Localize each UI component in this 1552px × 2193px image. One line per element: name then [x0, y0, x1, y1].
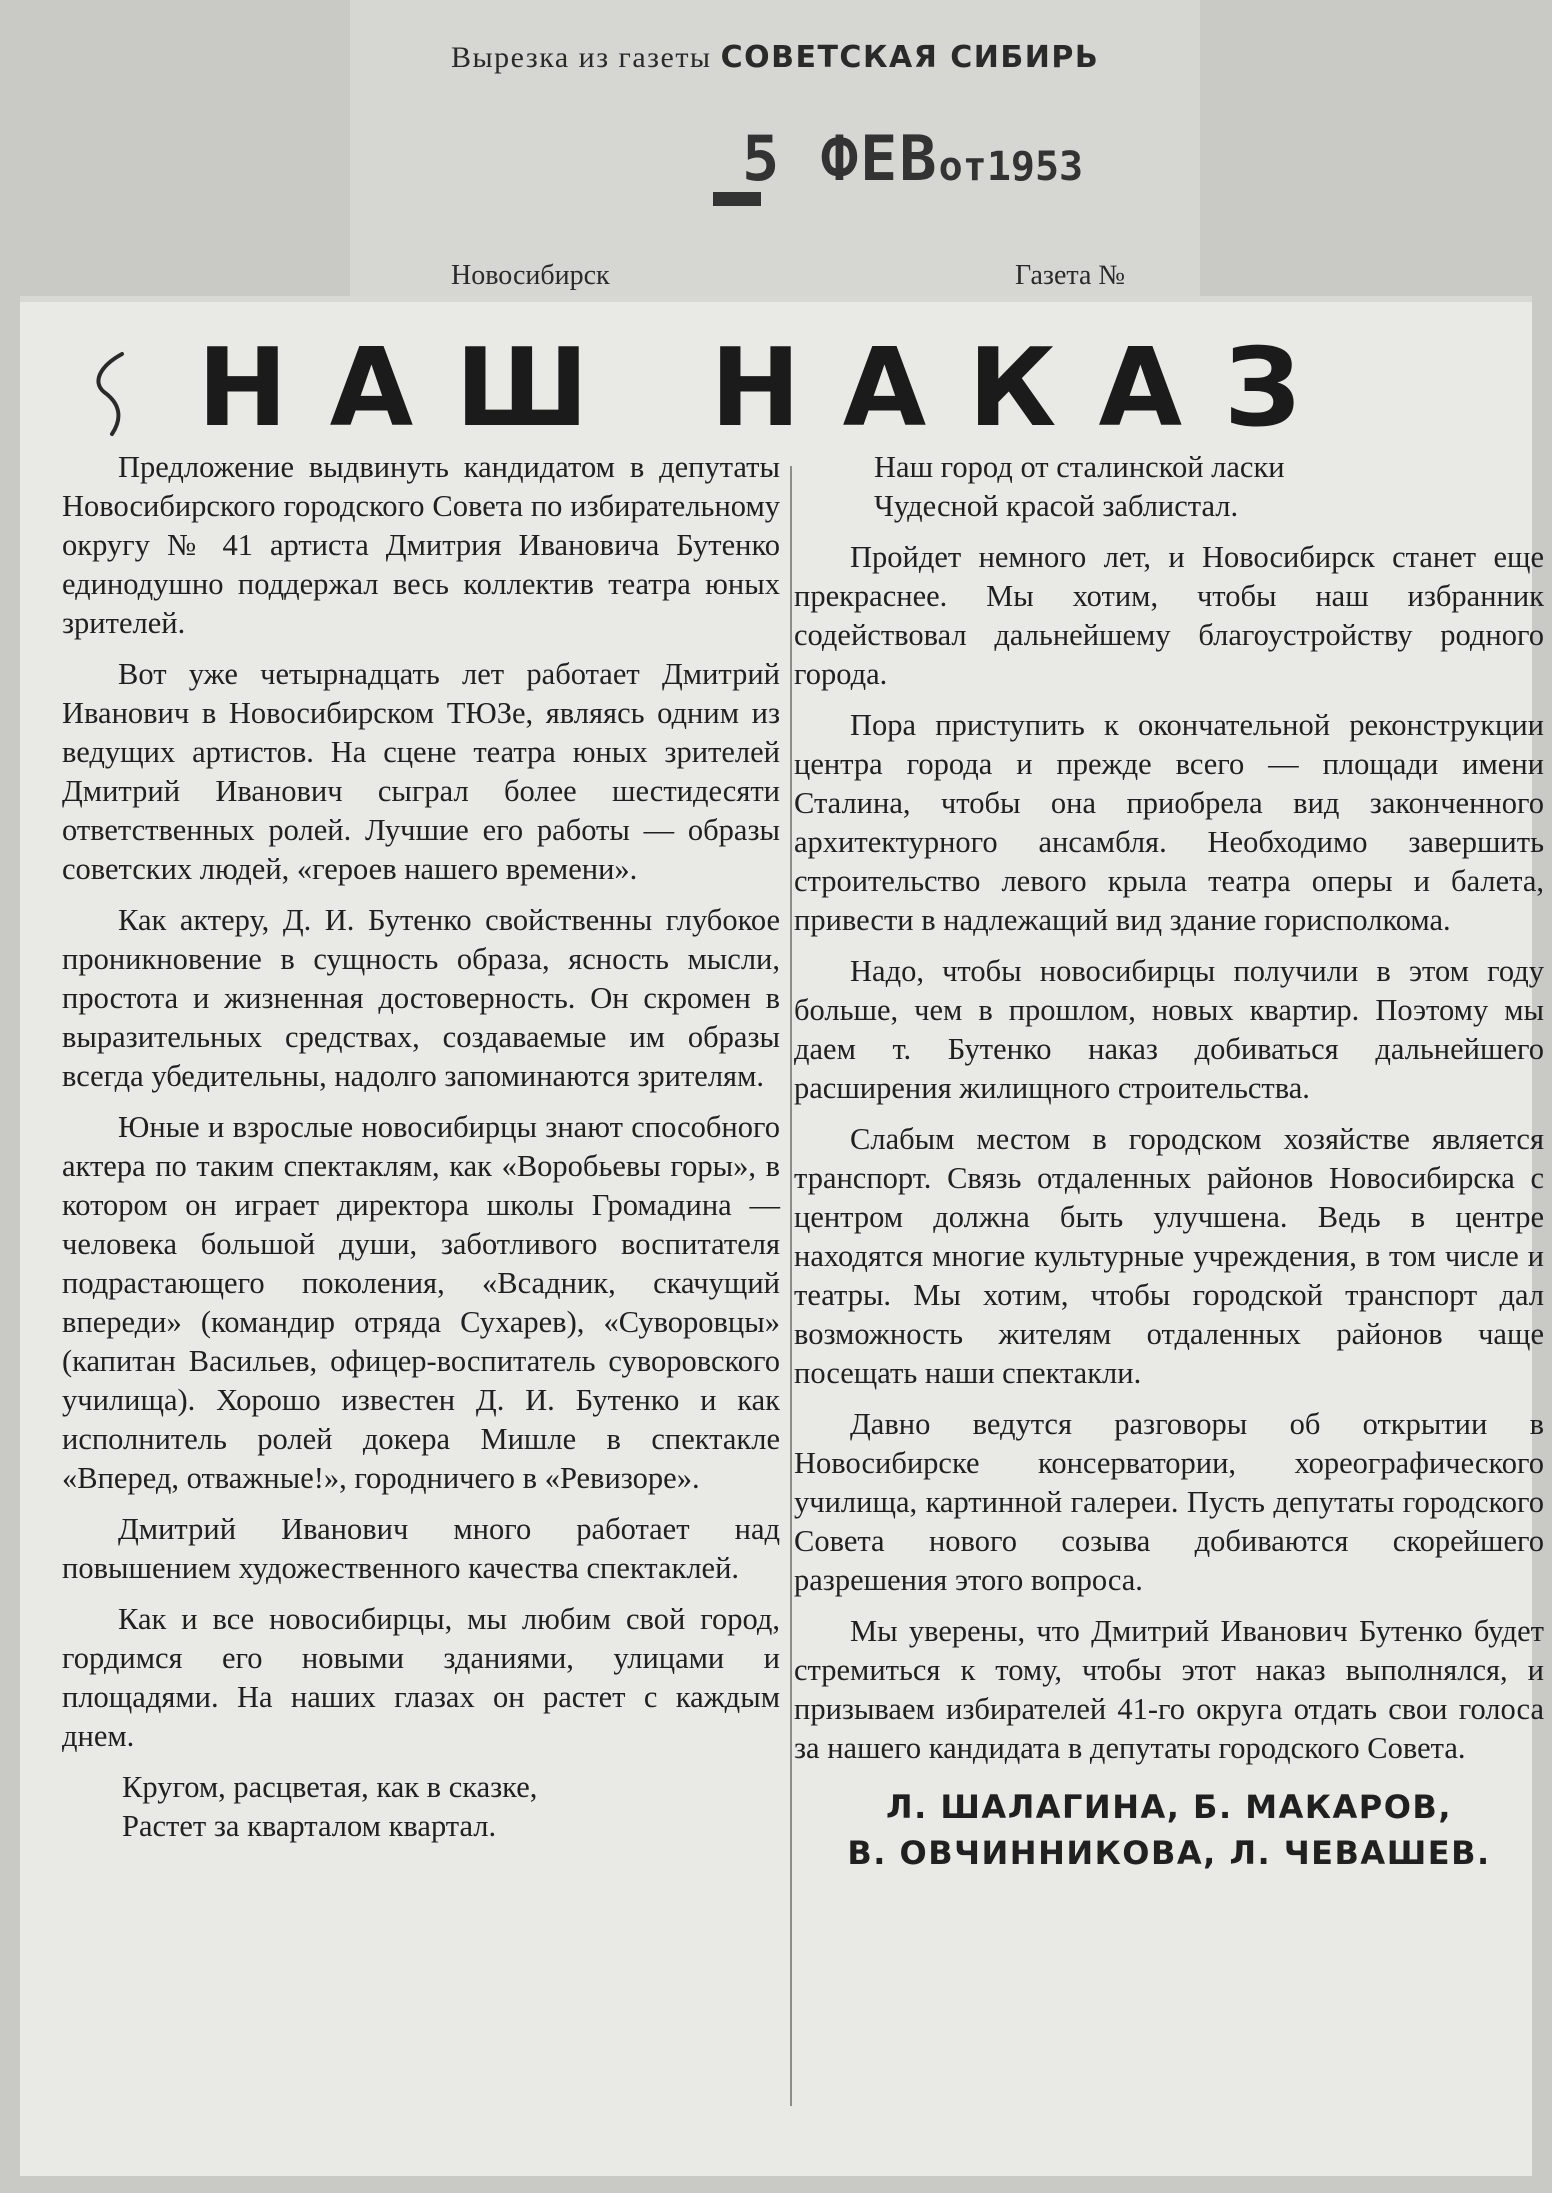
article-paragraph: Предложение выдвинуть кандидатом в депутаты Новосибирского городского Совета по избирательному округу № 41 артиста Дмитрия Ивановича Бутенко единодушно поддержал весь коллектив театра юных зрителей.	[62, 450, 780, 640]
poem-line: Кругом, расцветая, как в сказке,	[122, 1770, 538, 1804]
newspaper-clipping	[20, 296, 1544, 2176]
signature-line: В. ОВЧИННИКОВА, Л. ЧЕВАШЕВ.	[847, 1834, 1491, 1872]
article-paragraph: Слабым местом в городском хозяйстве является транспорт. Связь отдаленных районов Новосибирска с центром должна быть улучшена. Ведь в центре находятся многие культурные учреждения, в том числе и театры. Мы хотим, чтобы городской транспорт дал возможность жителям отдаленных районов чаще посещать наши спектакли.	[794, 1122, 1544, 1390]
article-paragraph: Как актеру, Д. И. Бутенко свойственны глубокое проникновение в сущность образа, ясность мысли, простота и жизненная достоверность. Он скромен в выразительных средствах, создаваемые им образы всегда убедительны, надолго запоминаются зрителям.	[62, 903, 780, 1093]
date-day: 5	[742, 122, 782, 195]
article-signatures	[794, 1784, 1544, 1876]
article-title: НАШ НАКАЗ	[197, 326, 1343, 451]
poem-line	[794, 448, 1544, 526]
article-left-column	[62, 448, 780, 1846]
article-paragraph: Юные и взрослые новосибирцы знают способного актера по таким спектаклям, как «Воробьевы горы», в котором он играет директора школы Громадина — человека большой души, заботливого воспитателя подрастающего поколения, «Всадник, скачущий впереди» (командир отряда Сухарев), «Суворовцы» (капитан Васильев, офицер-воспитатель суворовского училища). Хорошо известен Д. И. Бутенко и как исполнитель ролей докера Мишле в спектакле «Вперед, отважные!», городничего в «Ревизоре».	[62, 1110, 780, 1495]
city-label: Новосибирск	[451, 260, 610, 291]
article-paragraph: Пройдет немного лет, и Новосибирск станет еще прекраснее. Мы хотим, чтобы наш избранник содействовал дальнейшему благоустройству родного города.	[794, 540, 1544, 691]
issue-number-label: Газета №	[1015, 260, 1126, 291]
article-paragraph: Давно ведутся разговоры об открытии в Новосибирске консерватории, хореографического училища, картинной галереи. Пусть депутаты городского Совета нового созыва добиваются скорейшего разрешения этого вопроса.	[794, 1407, 1544, 1597]
handwritten-mark-icon	[82, 346, 142, 446]
poem-line-1: Наш город от сталинской ласки	[874, 450, 1285, 484]
date-from: от	[938, 144, 987, 190]
article-paragraph: Пора приступить к окончательной реконструкции центра города и прежде всего — площади имени Сталина, чтобы она приобрела вид законченного архитектурного ансамбля. Необходимо завершить строительство левого крыла театра оперы и балета, привести в надлежащий вид здание горисполкома.	[794, 708, 1544, 937]
article-paragraph: Как и все новосибирцы, мы любим свой город, гордимся его новыми зданиями, улицами и площадями. На наших глазах он растет с каждым днем.	[62, 1602, 780, 1753]
date-stamp	[742, 122, 1083, 195]
clipping-label: Вырезка из газеты	[451, 41, 712, 74]
article-paragraph: Мы уверены, что Дмитрий Иванович Бутенко будет стремиться к тому, чтобы этот наказ выполнялся, и призываем избирателей 41-го округа отдать свои голоса за нашего кандидата в депутаты городского Совета.	[794, 1614, 1544, 1765]
article-paragraph: Надо, чтобы новосибирцы получили в этом году больше, чем в прошлом, новых квартир. Поэтому мы даем т. Бутенко наказ добиваться дальнейшего расширения жилищного строительства.	[794, 954, 1544, 1105]
signature-line: Л. ШАЛАГИНА, Б. МАКАРОВ,	[886, 1788, 1452, 1826]
date-year: 1953	[986, 144, 1084, 190]
article-paragraph: Вот уже четырнадцать лет работает Дмитрий Иванович в Новосибирском ТЮЗе, являясь одним из ведущих артистов. На сцене театра юных зрителей Дмитрий Иванович сыграл более шестидесяти ответственных ролей. Лучшие его работы — образы советских людей, «героев нашего времени».	[62, 657, 780, 886]
newspaper-name: СОВЕТСКАЯ СИБИРЬ	[720, 40, 1100, 75]
clipping-header	[451, 40, 1099, 75]
date-month: ФЕВ	[820, 122, 939, 195]
poem-line-2: Чудесной красой заблистал.	[874, 489, 1239, 523]
article-right-column	[794, 448, 1544, 1876]
poem-line: Растет за кварталом квартал.	[122, 1809, 497, 1843]
article-paragraph: Дмитрий Иванович много работает над повышением художественного качества спектаклей.	[62, 1512, 780, 1585]
column-divider	[790, 466, 792, 2106]
